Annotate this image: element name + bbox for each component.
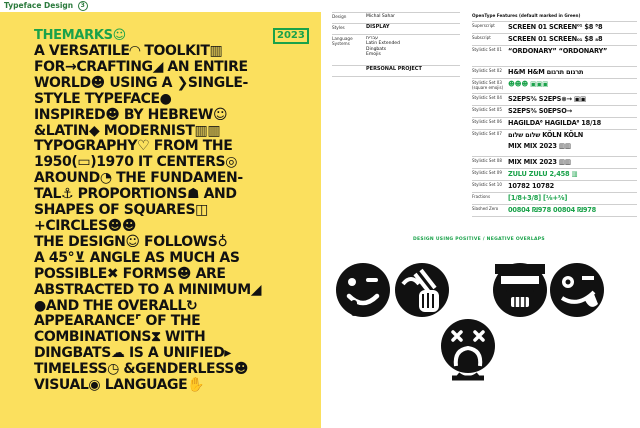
poster-heading: THEMARKS☺	[34, 28, 126, 43]
smile-drool-face-icon	[335, 262, 391, 322]
feature-row	[472, 33, 637, 45]
styles-value: DISPLAY	[366, 24, 390, 30]
feature-row	[472, 192, 637, 204]
page-title-text: Typeface Design	[4, 1, 74, 10]
poster-panel	[0, 12, 321, 428]
feature-row	[472, 45, 637, 59]
feature-value: ☻☻☻ ▣▣▣	[508, 80, 549, 88]
languages-values	[366, 36, 400, 58]
feature-row	[472, 156, 637, 168]
design-value: Michal Sahar	[366, 14, 395, 19]
feature-label: Subscript	[472, 35, 491, 40]
feature-label: Stylistic Set 10	[472, 182, 502, 187]
feature-value: MIX MIX 2023 ▥▥	[508, 142, 571, 150]
feature-value: 00804 ₪978 00804 ₪978	[508, 206, 597, 214]
page-header	[0, 0, 640, 12]
feature-row	[472, 93, 637, 105]
language-item: Dingbats	[366, 46, 387, 52]
poster-line: AROUND◔ THE FUNDAMEN-	[34, 170, 243, 187]
feature-label: Stylistic Set 08	[472, 158, 502, 163]
poster-line: ●AND THE OVERALL↻	[34, 297, 198, 314]
poster-line: TIMELESS◷ &GENDERLESS☻	[34, 361, 249, 378]
styles-label: Styles	[332, 25, 345, 30]
winking-tongue-face-icon	[548, 262, 606, 322]
poster-line: A 45°⊻ ANGLE AS MUCH AS	[34, 249, 240, 266]
poster-line: FOR→CRAFTING◢ AN ENTIRE	[34, 58, 248, 75]
spec-sheet	[332, 12, 637, 222]
feature-row	[472, 129, 637, 141]
feature-value: H&M H&M תרגום תרגום	[508, 68, 584, 76]
poster-line: WORLD☻ USING A ❯SINGLE-	[34, 74, 248, 91]
feature-value: [1/8+3/8] [⅛+⅜]	[508, 194, 568, 202]
poster-line: A VERSATILE◠ TOOLKIT▥	[34, 43, 223, 59]
feature-value: SCREEN 01 SCREEN₀₁ $8 ₈8	[508, 35, 603, 43]
feature-label: Fractions	[472, 194, 491, 199]
feature-row	[472, 21, 637, 33]
poster-line: TAL⚓ PROPORTIONS☗ AND	[34, 186, 237, 203]
feature-value: “ORDONARY” “ORDONARY”	[508, 47, 608, 55]
poster-line: DINGBATS☁ IS A UNIFIED▸	[34, 345, 231, 362]
spec-row-styles	[332, 23, 460, 34]
dizzy-face-icon	[438, 318, 498, 388]
feature-value: שלום שלום KÖLN KÖLN	[508, 131, 584, 139]
feature-label: Stylistic Set 09	[472, 170, 502, 175]
feature-label: Stylistic Set 03 (square emojis)	[472, 80, 504, 90]
feature-row	[472, 78, 637, 93]
poster-text-block	[34, 44, 309, 394]
language-item: Emojis	[366, 52, 381, 58]
feature-row	[472, 180, 637, 192]
poster-line: 1950(▭)1970 IT CENTERS◎	[34, 154, 238, 171]
feature-label: Stylistic Set 05	[472, 107, 502, 112]
opentype-title: OpenType Features (default marked in Green)	[472, 13, 581, 18]
languages-label: Language Systems	[332, 36, 353, 46]
language-item: עברית	[366, 36, 378, 41]
feature-row	[472, 141, 637, 152]
feature-value: S2EPS⁹⁄₉ S2EPS⊗→ ▣▣	[508, 95, 587, 103]
feature-value: ZULU ZULU 2,458 ▥	[508, 170, 578, 178]
frowning-face-icon	[491, 262, 549, 322]
feature-row	[472, 66, 637, 78]
spec-row-design	[332, 12, 460, 23]
feature-value: MIX MIX 2023 ▥▥	[508, 158, 571, 166]
poster-line: &LATIN◆ MODERNIST▥▥	[34, 122, 221, 139]
poster-line: VISUAL◉ LANGUAGE✋	[34, 377, 205, 394]
poster-line: POSSIBLE✖ FORMS☻ ARE	[34, 265, 226, 282]
feature-row	[472, 105, 637, 117]
project-value: PERSONAL PROJECT	[366, 66, 422, 72]
feature-label: Stylistic Set 04	[472, 95, 502, 100]
feature-label: Superscript	[472, 23, 495, 28]
feature-row	[472, 204, 637, 217]
overlap-caption: DESIGN USING POSITIVE / NEGATIVE OVERLAPS	[413, 237, 545, 242]
poster-line: APPEARANCE⌜ OF THE	[34, 313, 201, 330]
poster-line: TYPOGRAPHY♡ FROM THE	[34, 138, 233, 155]
design-label: Design	[332, 14, 347, 19]
feature-label: Stylistic Set 01	[472, 47, 502, 52]
feature-row	[472, 168, 637, 180]
page-title	[4, 1, 88, 11]
year-badge: 2023	[273, 28, 309, 44]
language-item: Latin Extended	[366, 41, 400, 47]
spec-row-project	[332, 65, 460, 77]
feature-label: Stylistic Set 06	[472, 119, 502, 124]
feature-label: Slashed Zero	[472, 206, 499, 211]
page-number-badge: 3	[78, 1, 88, 11]
hand-over-face-icon	[393, 262, 451, 322]
poster-line: ABSTRACTED TO A MINIMUM◢	[34, 281, 262, 298]
poster-line: COMBINATIONS⧗ WITH	[34, 329, 206, 346]
opentype-features-column	[472, 12, 637, 217]
poster-line: +CIRCLES☻☻	[34, 217, 137, 234]
poster-line: STYLE TYPEFACE●	[34, 90, 172, 107]
feature-row	[472, 117, 637, 129]
feature-value: 10782 10782	[508, 182, 554, 190]
feature-label: Stylistic Set 02	[472, 68, 502, 73]
feature-value: S2EPS⁹⁄₉ S0EPSO→	[508, 107, 572, 115]
feature-value: HAGILDA⁶ HAGILDA⁶ 18/18	[508, 119, 602, 127]
spec-row-languages	[332, 34, 460, 65]
poster-line: INSPIRED☻ BY HEBREW☺	[34, 106, 228, 123]
feature-label: Stylistic Set 07	[472, 131, 502, 136]
feature-value: SCREEN 01 SCREEN⁰¹ $8 ⁸8	[508, 23, 603, 31]
poster-line: THE DESIGN☺ FOLLOWS♁	[34, 233, 228, 250]
spec-info-column	[332, 12, 460, 77]
poster-line: SHAPES OF SQUARES◫	[34, 202, 208, 219]
